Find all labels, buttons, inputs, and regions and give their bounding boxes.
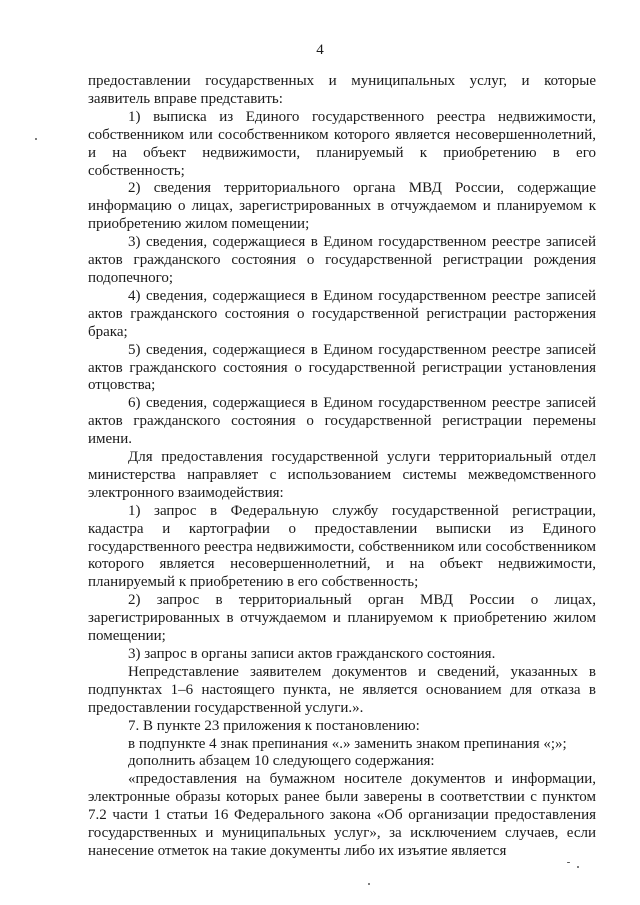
paragraph-item-3: 3) сведения, содержащиеся в Едином государственном реестре записей актов гражданского состояния о государственной регистрации рождения подопечного; — [88, 234, 596, 286]
paragraph-non-submission: Непредставление заявителем документов и сведений, указанных в подпунктах 1–6 настоящего пункта, не является основанием для отказа в предоставлении государственной услуги.». — [88, 663, 596, 716]
scan-speck — [368, 883, 370, 885]
paragraph-item-2: 2) сведения территориального органа МВД России, содержащие информацию о лицах, зарегистрированных в отчуждаемом и планируемом к приобретению жилом помещении; — [88, 180, 596, 233]
paragraph-request-1: 1) запрос в Федеральную службу государственной регистрации, кадастра и картографии о предоставлении выписки из Единого государственного реестра недвижимости, собственником или сособственником которого является несовершеннолетний, и на объект недвижимости, планируемый к приобретению в его собственность; — [88, 502, 596, 591]
paragraph-add-abzac: дополнить абзацем 10 следующего содержания: — [128, 753, 435, 770]
paragraph-quote: «предоставления на бумажном носителе документов и информации, электронные образы которых ранее были заверены в соответствии с пунктом 7.2 части 1 статьи 16 Федерального закона «Об организации предоставления государственных и муниципальных услуг», за исключением случаев, если нанесение отметок на такие документы либо их изъятие является — [88, 771, 596, 859]
paragraph-subpoint-4: в подпункте 4 знак препинания «.» заменить знаком препинания «;»; — [128, 735, 567, 752]
paragraph-request-3: 3) запрос в органы записи актов гражданского состояния. — [128, 646, 496, 662]
paragraph-request-2: 2) запрос в территориальный орган МВД России о лицах, зарегистрированных в отчуждаемом и планируемом к приобретению жилом помещении; — [88, 592, 596, 645]
paragraph-item-5: 5) сведения, содержащиеся в Едином государственном реестре записей актов гражданского состояния о государственной регистрации установления отцовства; — [88, 341, 596, 394]
paragraph-item-1: 1) выписка из Единого государственного реестра недвижимости, собственником или сособственником которого является несовершеннолетний, и на объект недвижимости, планируемый к приобретению в его собственность; — [88, 108, 596, 179]
document-body — [88, 73, 596, 861]
scan-speck — [577, 866, 579, 868]
paragraph-continuation: предоставлении государственных и муниципальных услуг, и которые заявитель вправе представить: — [88, 73, 596, 107]
paragraph-item-6: 6) сведения, содержащиеся в Едином государственном реестре записей актов гражданского состояния о государственной регистрации перемены имени. — [88, 395, 596, 448]
paragraph-point-7: 7. В пункте 23 приложения к постановлению: — [128, 717, 420, 734]
scan-speck — [567, 862, 570, 863]
paragraph-interagency: Для предоставления государственной услуги территориальный отдел министерства направляет с использованием системы межведомственного электронного взаимодействия: — [88, 449, 596, 501]
paragraph-item-4: 4) сведения, содержащиеся в Едином государственном реестре записей актов гражданского состояния о государственной регистрации расторжения брака; — [88, 287, 596, 340]
page-number: 4 — [316, 42, 324, 58]
scan-speck — [35, 138, 37, 140]
